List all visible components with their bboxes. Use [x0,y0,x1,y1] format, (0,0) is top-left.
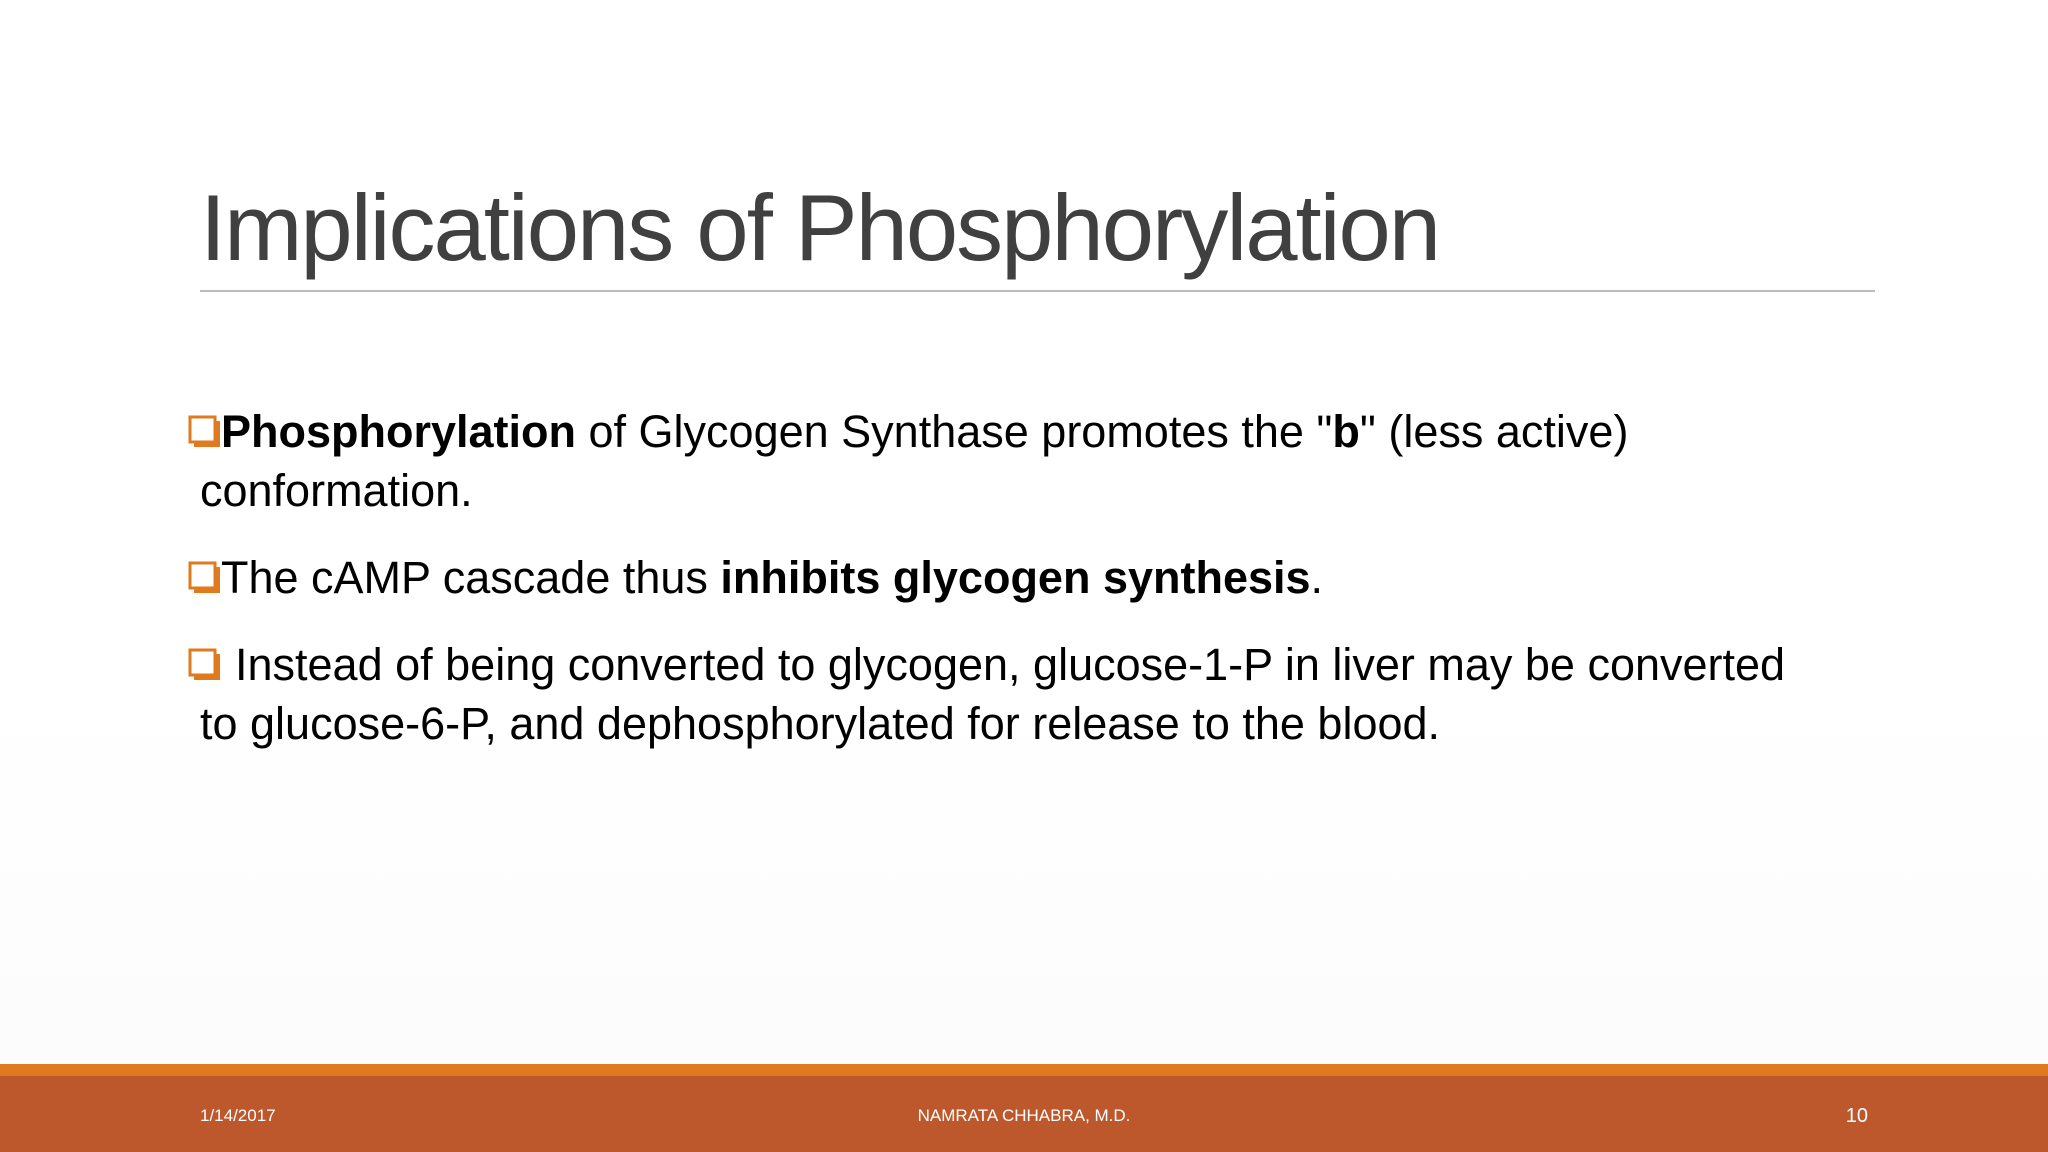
hollow-square-bullet-icon [188,648,221,681]
bullet-item-1 [188,402,1888,520]
title-divider [200,290,1875,292]
footer-date: 1/14/2017 [200,1106,276,1125]
bullet-1-text-a: of Glycogen Synthase promotes the " [576,406,1333,457]
bullet-2-text-a: The cAMP cascade thus [221,552,721,603]
bullet-2-line-1 [221,548,1323,607]
bullet-item-3 [188,635,1888,753]
bullet-1-text-b: " (less active) [1359,406,1629,457]
bullet-1-line-2: conformation. [200,465,473,516]
footer-accent-stripe [0,1064,2048,1076]
footer-author: NAMRATA CHHABRA, M.D. [917,1106,1131,1125]
hollow-square-bullet-icon [188,415,221,448]
bullet-1-line-1 [221,402,1628,461]
hollow-square-bullet-icon [188,561,221,594]
bullet-3-line-1: Instead of being converted to glycogen, glucose-1-P in liver may be converted [235,639,1786,690]
bullet-1-bold-lead: Phosphorylation [221,406,577,457]
bullet-item-2 [188,548,1888,607]
bullet-2-text-b: . [1310,552,1324,603]
slide-title: Implications of Phosphorylation [200,175,1440,280]
bullet-list [188,402,1888,753]
bullet-1-bold-mid: b [1332,406,1360,457]
bullet-3-line-2: to glucose-6-P, and dephosphorylated for release to the blood. [200,698,1441,749]
footer-page-number: 10 [1845,1105,1868,1127]
bullet-2-bold-mid: inhibits glycogen synthesis [720,552,1311,603]
